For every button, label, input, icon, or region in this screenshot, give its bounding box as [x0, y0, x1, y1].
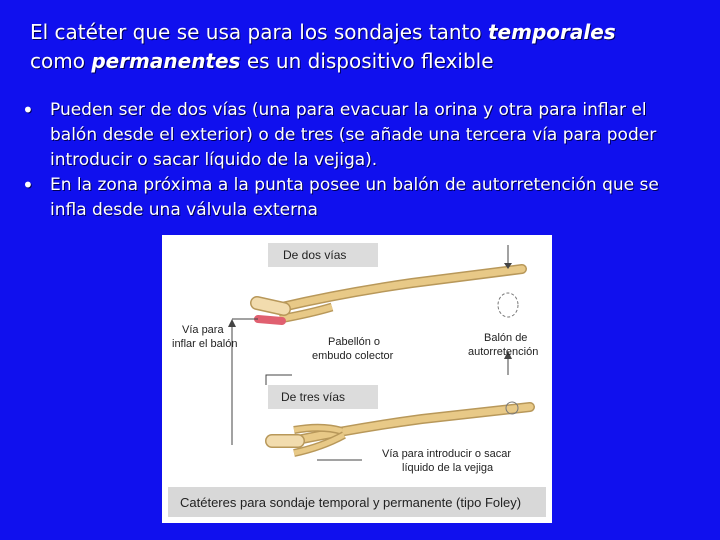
- bullet-dot-icon: •: [22, 173, 34, 197]
- title-emphasis-permanentes: permanentes: [91, 49, 241, 73]
- funnel-label-1: Pabellón o: [328, 336, 380, 348]
- balloon-label-1: Balón de: [484, 332, 528, 344]
- bullet-item: [22, 98, 672, 173]
- title-emphasis-temporales: temporales: [488, 20, 616, 44]
- foley-catheter-figure: [162, 235, 552, 523]
- inflate-lumen-label-1: Vía para: [182, 324, 224, 336]
- third-lumen-label-2: líquido de la vejiga: [402, 462, 494, 474]
- inflate-lumen-label-2: inflar el balón: [172, 338, 238, 350]
- third-lumen-label-1: Vía para introducir o sacar: [382, 448, 512, 460]
- bullet-dot-icon: •: [22, 98, 34, 122]
- bullet-text: Pueden ser de dos vías (una para evacuar la orina y otra para inflar el balón desde el exterior) o de tres (se añade una tercera vía para poder introducir o sacar líquido de la vejiga).: [50, 100, 657, 170]
- bullet-item: [22, 173, 672, 223]
- figure-caption: Catéteres para sondaje temporal y permanente (tipo Foley): [180, 495, 522, 510]
- slide-title: [30, 18, 700, 76]
- balloon-label-2: autorretención: [468, 346, 539, 358]
- three-way-label: De tres vías: [281, 390, 346, 404]
- title-text-3: es un dispositivo flexible: [240, 49, 494, 73]
- three-way-catheter: [272, 402, 530, 453]
- two-way-label: De dos vías: [283, 248, 347, 262]
- title-text-2: como: [30, 49, 92, 73]
- title-text-1: El catéter que se usa para los sondajes tanto: [30, 20, 488, 44]
- funnel-label-2: embudo colector: [312, 350, 394, 362]
- bullet-list: [22, 98, 672, 223]
- bullet-text: En la zona próxima a la punta posee un balón de autorretención que se infla desde una válvula externa: [50, 175, 659, 220]
